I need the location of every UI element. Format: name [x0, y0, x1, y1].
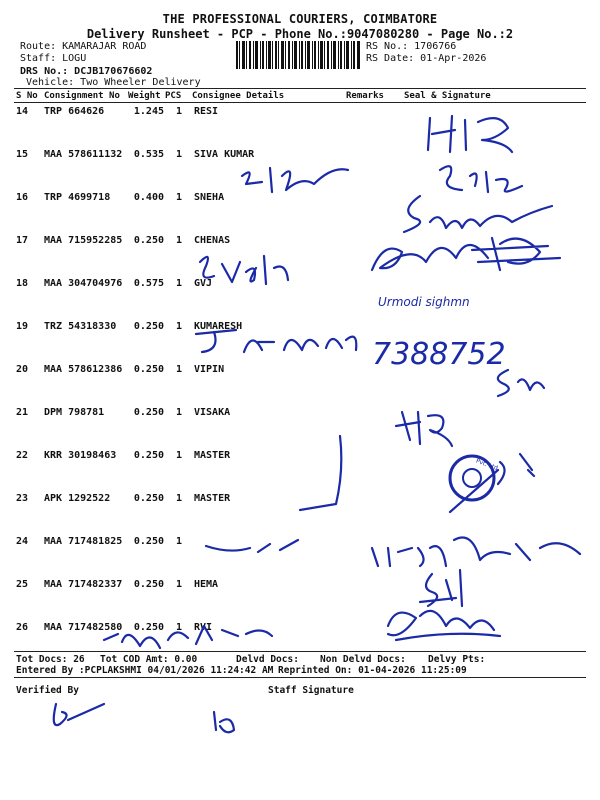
rs-number: RS No.: 1706766 [366, 41, 457, 52]
row-pcs: 1 [176, 407, 183, 418]
row-sno: 21 [16, 407, 29, 418]
table-row [0, 192, 600, 236]
row-consignment: TRP 4699718 [44, 192, 111, 203]
total-cod-amount: Tot COD Amt: 0.00 [100, 654, 198, 665]
row-sno: 18 [16, 278, 29, 289]
row-weight: 0.250 [133, 364, 164, 375]
staff-label: Staff: LOGU [20, 53, 87, 64]
row-pcs: 1 [176, 493, 183, 504]
row-consignment: MAA 717482337 [44, 579, 123, 590]
row-weight: 0.250 [133, 450, 164, 461]
row-sno: 24 [16, 536, 29, 547]
row-consignee: SNEHA [194, 192, 225, 203]
row-pcs: 1 [176, 579, 183, 590]
row-consignee: VIPIN [194, 364, 225, 375]
row-consignment: MAA 715952285 [44, 235, 123, 246]
row-sno: 20 [16, 364, 29, 375]
row-consignment: MAA 578611132 [44, 149, 123, 160]
row-consignee: SIVA KUMAR [194, 149, 255, 160]
row-pcs: 1 [176, 364, 183, 375]
company-title: THE PROFESSIONAL COURIERS, COIMBATORE [162, 12, 438, 26]
row-consignment: KRR 30198463 [44, 450, 117, 461]
table-row [0, 235, 600, 279]
row-weight: 0.250 [133, 321, 164, 332]
header-bottom-rule [14, 102, 586, 103]
row-consignment: TRZ 54318330 [44, 321, 117, 332]
row-sno: 19 [16, 321, 29, 332]
row-weight: 0.250 [133, 579, 164, 590]
stamp-text: Pvt. Ltd [474, 457, 499, 472]
delivery-points: Delvy Pts: [428, 654, 486, 665]
row-weight: 0.575 [133, 278, 164, 289]
non-delivered-docs: Non Delvd Docs: [320, 654, 406, 665]
handwritten-note-row-18: Urmodi sighmn [378, 295, 470, 309]
row-consignment: TRP 664626 [44, 106, 105, 117]
row-consignee: VISAKA [194, 407, 231, 418]
table-row [0, 622, 600, 666]
row-pcs: 1 [176, 321, 183, 332]
row-consignment: MAA 578612386 [44, 364, 123, 375]
row-consignee: CHENAS [194, 235, 231, 246]
verified-by-label: Verified By [16, 685, 79, 696]
row-pcs: 1 [176, 106, 183, 117]
table-row [0, 450, 600, 494]
row-sno: 22 [16, 450, 29, 461]
table-row [0, 321, 600, 365]
row-weight: 0.250 [133, 235, 164, 246]
footer-top-rule [14, 651, 586, 652]
row-pcs: 1 [176, 192, 183, 203]
entered-by: Entered By :PCPLAKSHMI 04/01/2026 11:24:42 AM [16, 665, 274, 676]
col-remarks: Remarks [346, 91, 384, 101]
verified-by-signature [54, 704, 104, 725]
row-sno: 25 [16, 579, 29, 590]
col-pcs: PCS [165, 91, 182, 101]
col-seal-signature: Seal & Signature [404, 91, 491, 101]
row-consignment: APK 1292522 [44, 493, 111, 504]
table-row [0, 493, 600, 537]
total-docs: Tot Docs: 26 [16, 654, 85, 665]
row-consignment: MAA 717482580 [44, 622, 123, 633]
row-sno: 14 [16, 106, 29, 117]
handwritten-number-row-19: 7388752 [372, 337, 506, 372]
row-consignee: RESI [194, 106, 219, 117]
row-consignee: MASTER [194, 450, 231, 461]
table-row [0, 278, 600, 322]
rs-date: RS Date: 01-Apr-2026 [366, 53, 487, 64]
table-row [0, 364, 600, 408]
runsheet-subtitle: Delivery Runsheet - PCP - Phone No.:9047080280 - Page No.:2 [86, 27, 514, 41]
delivered-docs: Delvd Docs: [236, 654, 299, 665]
barcode-image [236, 41, 360, 69]
route-label: Route: KAMARAJAR ROAD [20, 41, 147, 52]
row-sno: 16 [16, 192, 29, 203]
row-sno: 26 [16, 622, 29, 633]
row-consignment: DPM 798781 [44, 407, 105, 418]
row-weight: 0.250 [133, 622, 164, 633]
row-consignee: MASTER [194, 493, 231, 504]
row-weight: 0.250 [133, 536, 164, 547]
row-sno: 15 [16, 149, 29, 160]
col-sno: S No [16, 91, 38, 101]
row-weight: 0.250 [133, 407, 164, 418]
row-weight: 0.535 [133, 149, 164, 160]
table-row [0, 579, 600, 623]
row-consignee: GVJ [194, 278, 213, 289]
vehicle-label: Vehicle: Two Wheeler Delivery [26, 77, 201, 88]
row-weight: 1.245 [133, 106, 164, 117]
header-top-rule [14, 88, 586, 89]
row-weight: 0.400 [133, 192, 164, 203]
row-pcs: 1 [176, 235, 183, 246]
row-consignee: KUMARESH [194, 321, 243, 332]
staff-signature [214, 712, 234, 732]
row-consignee: RVI [194, 622, 213, 633]
table-row [0, 407, 600, 451]
row-pcs: 1 [176, 536, 183, 547]
row-pcs: 1 [176, 622, 183, 633]
row-consignment: MAA 304704976 [44, 278, 123, 289]
row-pcs: 1 [176, 278, 183, 289]
row-sno: 23 [16, 493, 29, 504]
row-pcs: 1 [176, 450, 183, 461]
reprinted-on: Reprinted On: 01-04-2026 11:25:09 [278, 665, 467, 676]
col-consignee: Consignee Details [192, 91, 285, 101]
row-weight: 0.250 [133, 493, 164, 504]
table-row [0, 106, 600, 150]
table-row [0, 149, 600, 193]
row-consignment: MAA 717481825 [44, 536, 123, 547]
drs-number: DRS No.: DCJB170676602 [20, 66, 153, 77]
table-row [0, 536, 600, 580]
col-consignment: Consignment No [44, 91, 120, 101]
row-sno: 17 [16, 235, 29, 246]
footer-bottom-rule [14, 677, 586, 678]
row-consignee: HEMA [194, 579, 219, 590]
col-weight: Weight [128, 91, 161, 101]
row-pcs: 1 [176, 149, 183, 160]
staff-signature-label: Staff Signature [268, 685, 354, 696]
